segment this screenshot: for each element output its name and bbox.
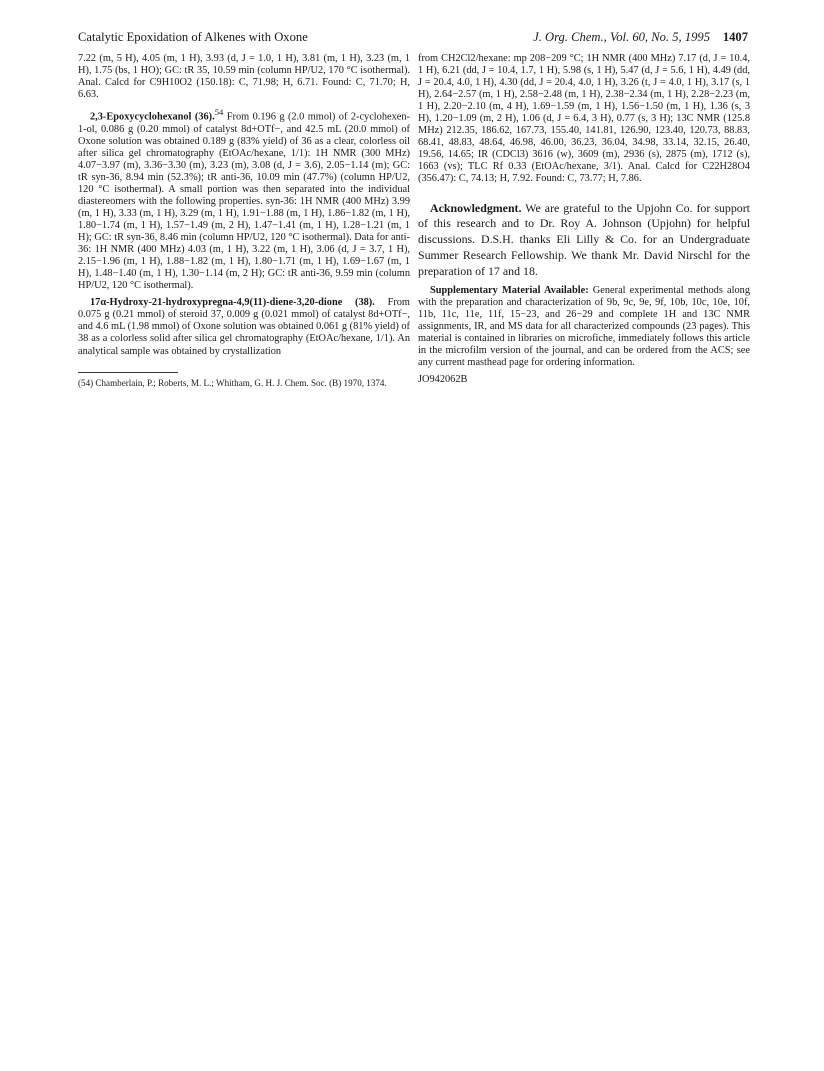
supplementary-title: Supplementary Material Available: — [430, 284, 589, 296]
left-column — [78, 53, 410, 389]
journal-citation: J. Org. Chem., Vol. 60, No. 5, 1995 — [533, 30, 710, 44]
footnote-54: (54) Chamberlain, P.; Roberts, M. L.; Whitham, G. H. J. Chem. Soc. (B) 1970, 1374. — [78, 377, 387, 388]
compound-38-title: 17α-Hydroxy-21-hydroxypregna-4,9(11)-diene-3,20-dione (38). — [90, 297, 375, 309]
page-number: 1407 — [722, 30, 748, 44]
compound-36-text: From 0.196 g (2.0 mmol) of 2-cyclohexen-1-ol, 0.086 g (0.20 mmol) of catalyst 8d+OTf−, and 42.5 mL (20.0 mmol) of Oxone solution was obtained 0.189 g (83% yield) of 36 as a clear, colorless oil after silica gel chromatography (EtOAc/hexane, 1/1): 1H NMR (300 MHz) 4.07−3.97 (m), 3.36−3.30 (m), 3.23 (m), 3.08 (d, J = 3.6), 2.05−1.14 (m); GC: tR syn-36, 8.94 min (52.3%); tR anti-36, 10.09 min (47.7%) (column HP/U2, 120 °C isothermal). A small portion was then separated into the individual diastereomers with the following properties. syn-36: 1H NMR (400 MHz) 3.99 (m, 1 H), 3.33 (m, 1 H), 3.29 (m, 1 H), 1.91−1.88 (m, 1 H), 1.86−1.82 (m, 1 H), 1.80−1.74 (m, 1 H), 1.57−1.49 (m, 2 H), 1.47−1.41 (m, 1 H), 1.28−1.21 (m, 1 H); GC: tR syn-36, 8.46 min (column HP/U2, 120 °C isothermal). Data for anti-36: 1H NMR (400 MHz) 4.03 (m, 1 H), 3.22 (m, 1 H), 3.06 (d, J = 3.7, 1 H), 2.15−1.96 (m, 1 H), 1.88−1.82 (m, 1 H), 1.80−1.71 (m, 1 H), 1.69−1.67 (m, 1 H), 1.48−1.40 (m, 1 H), 1.30−1.14 (m, 2 H); GC: tR anti-36, 9.59 min (column HP/U2, 120 °C isothermal). — [78, 111, 410, 292]
acknowledgment-section — [418, 201, 750, 280]
acknowledgment-title: Acknowledgment. — [430, 200, 522, 215]
supplementary-text: General experimental methods along with the preparation and characterization of 9b, 9c, 9e, 9f, 10b, 10c, 10e, 10f, 11b, 11c, 11e, 11f, 15−23, and 26−29 and complete 1H and 13C NMR assignments, IR, and MS data for all characterized compounds (23 pages). This material is contained in libraries on microfiche, immediately follows this article in the microfilm version of the journal, and can be ordered from the ACS; see any current masthead page for ordering information. — [418, 284, 750, 368]
footnote-divider — [78, 372, 178, 373]
running-title: Catalytic Epoxidation of Alkenes with Oxone — [78, 30, 308, 44]
reference-superscript: 54 — [214, 107, 224, 118]
paragraph-compound-35-data: 7.22 (m, 5 H), 4.05 (m, 1 H), 3.93 (d, J = 1.0, 1 H), 3.81 (m, 1 H), 3.23 (m, 1 H), 1.75 (bs, 1 HO); GC: tR 35, 10.59 min (column HP/U2, 170 °C isothermal). Anal. Calcd for C9H10O2 (150.18): C, 71.98; H, 6.71. Found: C, 71.70; H, 6.63. — [78, 53, 410, 101]
compound-36-title: 2,3-Epoxycyclohexanol (36). — [90, 111, 215, 123]
acknowledgment-text: We are grateful to the Upjohn Co. for support of this research and to Dr. Roy A. Johnson (Upjohn) for helpful discussions. D.S.H. thanks Eli Lilly & Co. for an Undergraduate Summer Research Fellowship. We thank Mr. David Nirschl for the preparation of 17 and 18. — [418, 200, 750, 278]
paragraph-compound-38-data: from CH2Cl2/hexane: mp 208−209 °C; 1H NMR (400 MHz) 7.17 (d, J = 10.4, 1 H), 6.21 (dd, J = 10.4, 1.7, 1 H), 5.98 (s, 1 H), 5.47 (d, J = 5.6, 1 H), 4.49 (dd, J = 20.4, 4.0, 1 H), 4.30 (dd, J = 20.4, 4.0, 1 H), 3.26 (t, J = 4.0, 1 H), 3.17 (s, 1 H), 2.64−2.57 (m, 1 H), 2.58−2.48 (m, 1 H), 2.38−2.34 (m, 1 H), 2.28−2.23 (m, 1 H), 2.20−2.10 (m, 4 H), 1.69−1.59 (m, 1 H), 1.56−1.50 (m, 1 H), 1.36 (s, 3 H), 1.20−1.09 (m, 2 H), 1.06 (d, J = 6.4, 3 H), 0.77 (s, 3 H); 13C NMR (125.8 MHz) 212.35, 186.62, 167.73, 155.40, 141.81, 126.90, 123.40, 120.73, 88.83, 68.41, 48.83, 48.64, 46.98, 46.00, 36.23, 36.04, 34.98, 33.14, 32.15, 26.40, 19.56, 14.65; IR (CDCl3) 3616 (w), 3609 (m), 2936 (s), 2875 (m), 1712 (s), 1663 (vs); TLC Rf 0.33 (EtOAc/hexane, 3/1). Anal. Calcd for C22H28O4 (356.47): C, 74.13; H, 7.92. Found: C, 73.77; H, 7.86. — [418, 53, 750, 185]
article-code: JO942062B — [418, 373, 468, 385]
right-column — [418, 53, 750, 386]
paragraph-compound-38 — [78, 297, 410, 357]
running-header — [78, 30, 748, 48]
compound-38-text: From 0.075 g (0.21 mmol) of steroid 37, 0.009 g (0.021 mmol) of catalyst 8d+OTf−, and 4.6 mL (1.98 mmol) of Oxone solution was obtained 0.061 g (81% yield) of 38 as a colorless solid after silica gel chromatography (EtOAc/hexane, 1/1). An analytical sample was obtained by crystallization — [78, 297, 410, 357]
supplementary-material-section — [418, 285, 750, 369]
paragraph-compound-36 — [78, 106, 410, 292]
